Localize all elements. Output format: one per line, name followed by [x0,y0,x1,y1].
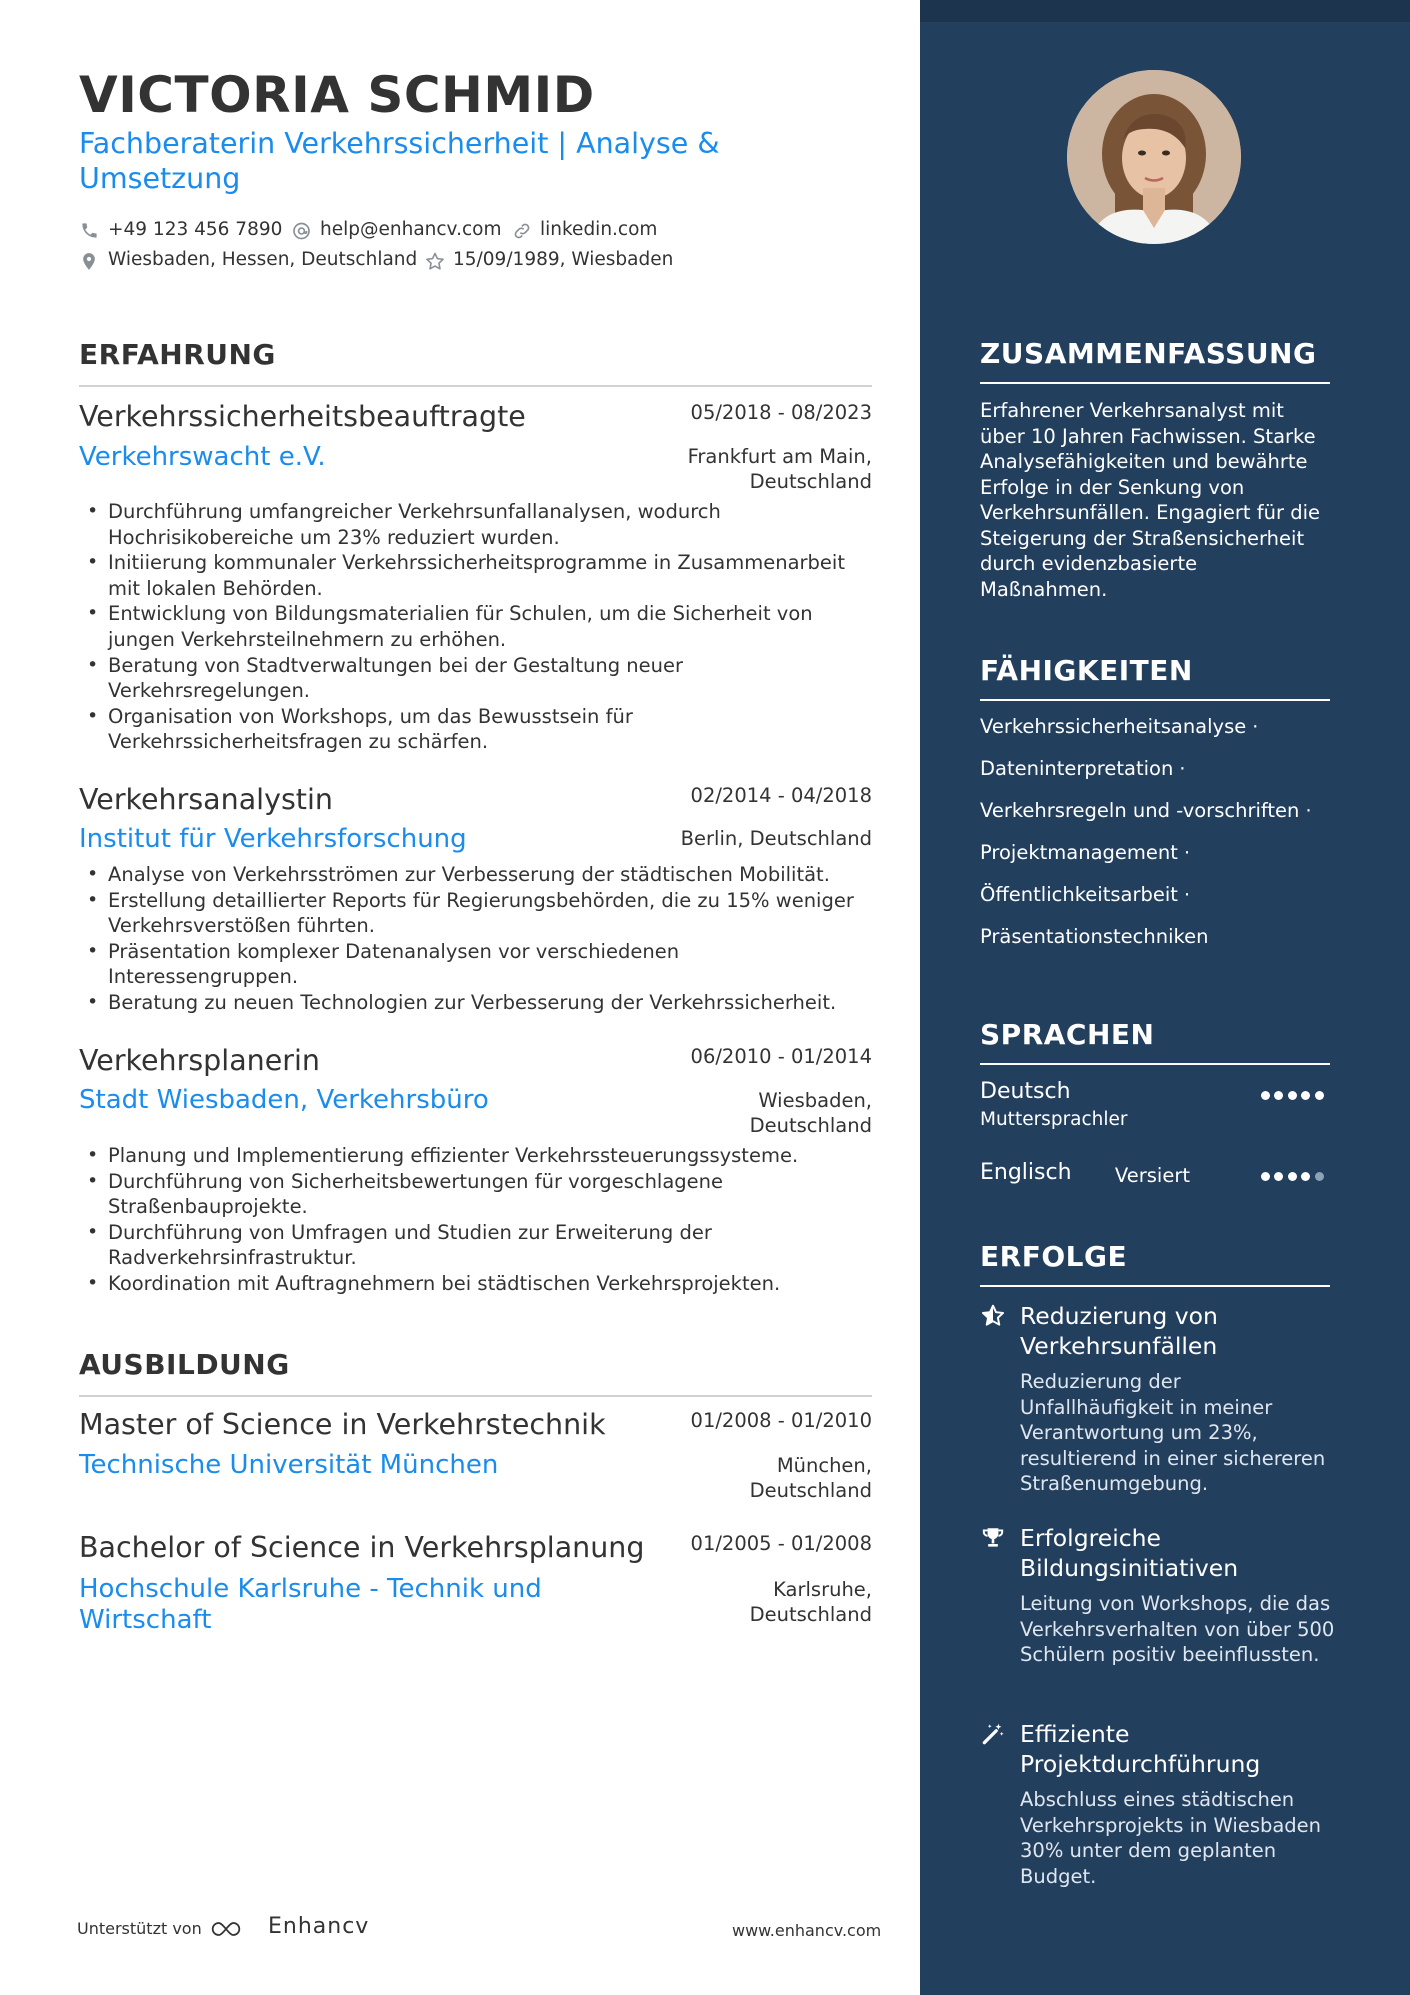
language-level: Versiert [1114,1164,1190,1187]
candidate-name: VICTORIA SCHMID [79,66,595,124]
job-dates: 02/2014 - 04/2018 [690,784,872,807]
footer-brand: Enhancv [268,1914,370,1939]
language-rating [1256,1166,1328,1180]
powered-by-label: Unterstützt von [77,1919,202,1938]
language-row [980,1079,1330,1139]
rating-dot [1274,1172,1283,1181]
job-role: Verkehrssicherheitsbeauftragte [79,400,526,433]
rating-dot [1315,1172,1324,1181]
skill-label: Präsentationstechniken [980,925,1209,948]
skill-label: Dateninterpretation [980,757,1174,780]
summary-section-title: ZUSAMMENFASSUNG [980,337,1330,384]
list-item: • Beratung zu neuen Technologien zur Verbesserung der Verkehrssicherheit. [79,990,869,1016]
list-item: • Koordination mit Auftragnehmern bei städtischen Verkehrsprojekten. [79,1271,869,1297]
rating-dot [1301,1091,1310,1100]
job-role: Verkehrsplanerin [79,1044,320,1077]
location-pin-icon [79,251,99,272]
list-item: • Präsentation komplexer Datenanalysen vor verschiedenen Interessengruppen. [79,939,869,990]
sidebar [920,0,1410,1995]
rating-dot [1274,1091,1283,1100]
rating-dot [1261,1091,1270,1100]
school-name[interactable]: Technische Universität München [79,1450,499,1480]
job-location: Frankfurt am Main, Deutschland [687,445,872,493]
sidebar-top-strip [920,0,1410,22]
achievement-description: Reduzierung der Unfallhäufigkeit in meiner Verantwortung um 23%, resultierend in einer sichereren Straßenumgebung. [1020,1370,1326,1495]
skill-item: Projektmanagement · [980,841,1191,864]
link-icon [511,221,533,241]
achievement-title: Erfolgreiche Bildungsinitiativen [1020,1524,1239,1582]
rating-dot [1315,1091,1324,1100]
school-name[interactable]: Hochschule Karlsruhe - Technik und Wirtschaft [79,1574,542,1635]
experience-section-title: ERFAHRUNG [79,338,872,387]
achievement-title: Reduzierung von Verkehrsunfällen [1020,1302,1218,1360]
job-organization[interactable]: Verkehrswacht e.V. [79,442,326,472]
skills-section-title: FÄHIGKEITEN [980,654,1330,701]
language-name: Englisch [980,1160,1072,1185]
profile-photo [1067,70,1241,244]
skill-item: Dateninterpretation · [980,757,1186,780]
rating-dot [1288,1172,1297,1181]
list-item: • Planung und Implementierung effizienter Verkehrssteuerungssysteme. [79,1143,869,1169]
education-location: Karlsruhe, Deutschland [749,1578,872,1626]
job-location: Wiesbaden, Deutschland [749,1089,872,1137]
job-organization[interactable]: Stadt Wiesbaden, Verkehrsbüro [79,1085,489,1115]
skill-item: Verkehrsregeln und -vorschriften · [980,799,1312,822]
list-item: • Durchführung von Umfragen und Studien zur Erweiterung der Radverkehrsinfrastruktur. [79,1220,869,1271]
list-item: • Organisation von Workshops, um das Bewusstsein für Verkehrssicherheitsfragen zu schärfen. [79,704,869,755]
job-bullets [79,1143,869,1297]
education-section-title: AUSBILDUNG [79,1348,872,1397]
languages-section-title: SPRACHEN [980,1018,1330,1065]
degree-title: Bachelor of Science in Verkehrsplanung [79,1531,645,1564]
skills-list [980,713,1330,965]
at-icon [291,221,312,241]
education-dates: 01/2008 - 01/2010 [690,1409,872,1432]
skill-label: Öffentlichkeitsarbeit [980,883,1178,906]
phone-text: +49 123 456 7890 [108,219,283,240]
language-name: Deutsch [980,1079,1071,1104]
job-dates: 06/2010 - 01/2014 [690,1045,872,1068]
language-level: Muttersprachler [980,1109,1128,1130]
magic-wand-icon [980,1721,1006,1747]
education-dates: 01/2005 - 01/2008 [690,1532,872,1555]
skill-label: Verkehrsregeln und -vorschriften [980,799,1300,822]
skill-item: Öffentlichkeitsarbeit · [980,883,1191,906]
rating-dot [1261,1172,1270,1181]
achievements-section-title: ERFOLGE [980,1240,1330,1287]
list-item: • Entwicklung von Bildungsmaterialien für Schulen, um die Sicherheit von jungen Verkehrsteilnehmern zu erhöhen. [79,601,869,652]
rating-dot [1301,1172,1310,1181]
language-rating [1256,1085,1328,1099]
linkedin-text: linkedin.com [540,219,658,240]
star-icon [424,251,446,272]
profile-photo-portrait [1067,70,1241,244]
language-row [980,1160,1330,1220]
list-item: • Analyse von Verkehrsströmen zur Verbesserung der städtischen Mobilität. [79,862,869,888]
summary-text: Erfahrener Verkehrsanalyst mit über 10 Jahren Fachwissen. Starke Analysefähigkeiten und bewährte Erfolge in der Senkung von Verkehrsunfällen. Engagiert für die Steigerung der Straßensicherheit durch evidenzbasierte Maßnahmen. [980,399,1320,601]
headline: Fachberaterin Verkehrssicherheit | Analyse & Umsetzung [79,127,720,195]
list-item: • Durchführung von Sicherheitsbewertungen für vorgeschlagene Straßenbauprojekte. [79,1169,869,1220]
job-location: Berlin, Deutschland [680,827,872,850]
skill-item: Verkehrssicherheitsanalyse · [980,715,1259,738]
job-role: Verkehrsanalystin [79,783,333,816]
footer-url[interactable]: www.enhancv.com [732,1921,882,1940]
list-item: • Erstellung detaillierter Reports für Regierungsbehörden, die zu 15% weniger Verkehrsverstößen führten. [79,888,869,939]
achievement-description: Abschluss eines städtischen Verkehrsprojekts in Wiesbaden 30% unter dem geplanten Budget. [1020,1788,1322,1888]
list-item: • Durchführung umfangreicher Verkehrsunfallanalysen, wodurch Hochrisikobereiche um 23% reduziert wurden. [79,499,869,550]
list-item: • Initiierung kommunaler Verkehrssicherheitsprogramme in Zusammenarbeit mit lokalen Behörden. [79,550,869,601]
education-location: München, Deutschland [749,1454,872,1502]
degree-title: Master of Science in Verkehrstechnik [79,1408,606,1441]
list-item: • Beratung von Stadtverwaltungen bei der Gestaltung neuer Verkehrsregelungen. [79,653,869,704]
achievement-description: Leitung von Workshops, die das Verkehrsverhalten von über 500 Schülern positiv beeinflussten. [1020,1592,1335,1666]
trophy-icon [980,1525,1006,1551]
job-organization[interactable]: Institut für Verkehrsforschung [79,824,467,854]
phone-icon [79,221,100,240]
birth-text: 15/09/1989, Wiesbaden [453,249,674,270]
email-text: help@enhancv.com [320,219,502,240]
location-text: Wiesbaden, Hessen, Deutschland [108,249,418,270]
skill-label: Projektmanagement [980,841,1178,864]
skill-item [980,923,1330,965]
star-half-icon [980,1303,1006,1329]
achievement-title: Effiziente Projektdurchführung [1020,1720,1261,1778]
rating-dot [1288,1091,1297,1100]
enhancv-logo-icon [210,1915,242,1943]
job-dates: 05/2018 - 08/2023 [690,401,872,424]
skill-label: Verkehrssicherheitsanalyse [980,715,1247,738]
job-bullets [79,862,869,1016]
job-bullets [79,499,869,755]
